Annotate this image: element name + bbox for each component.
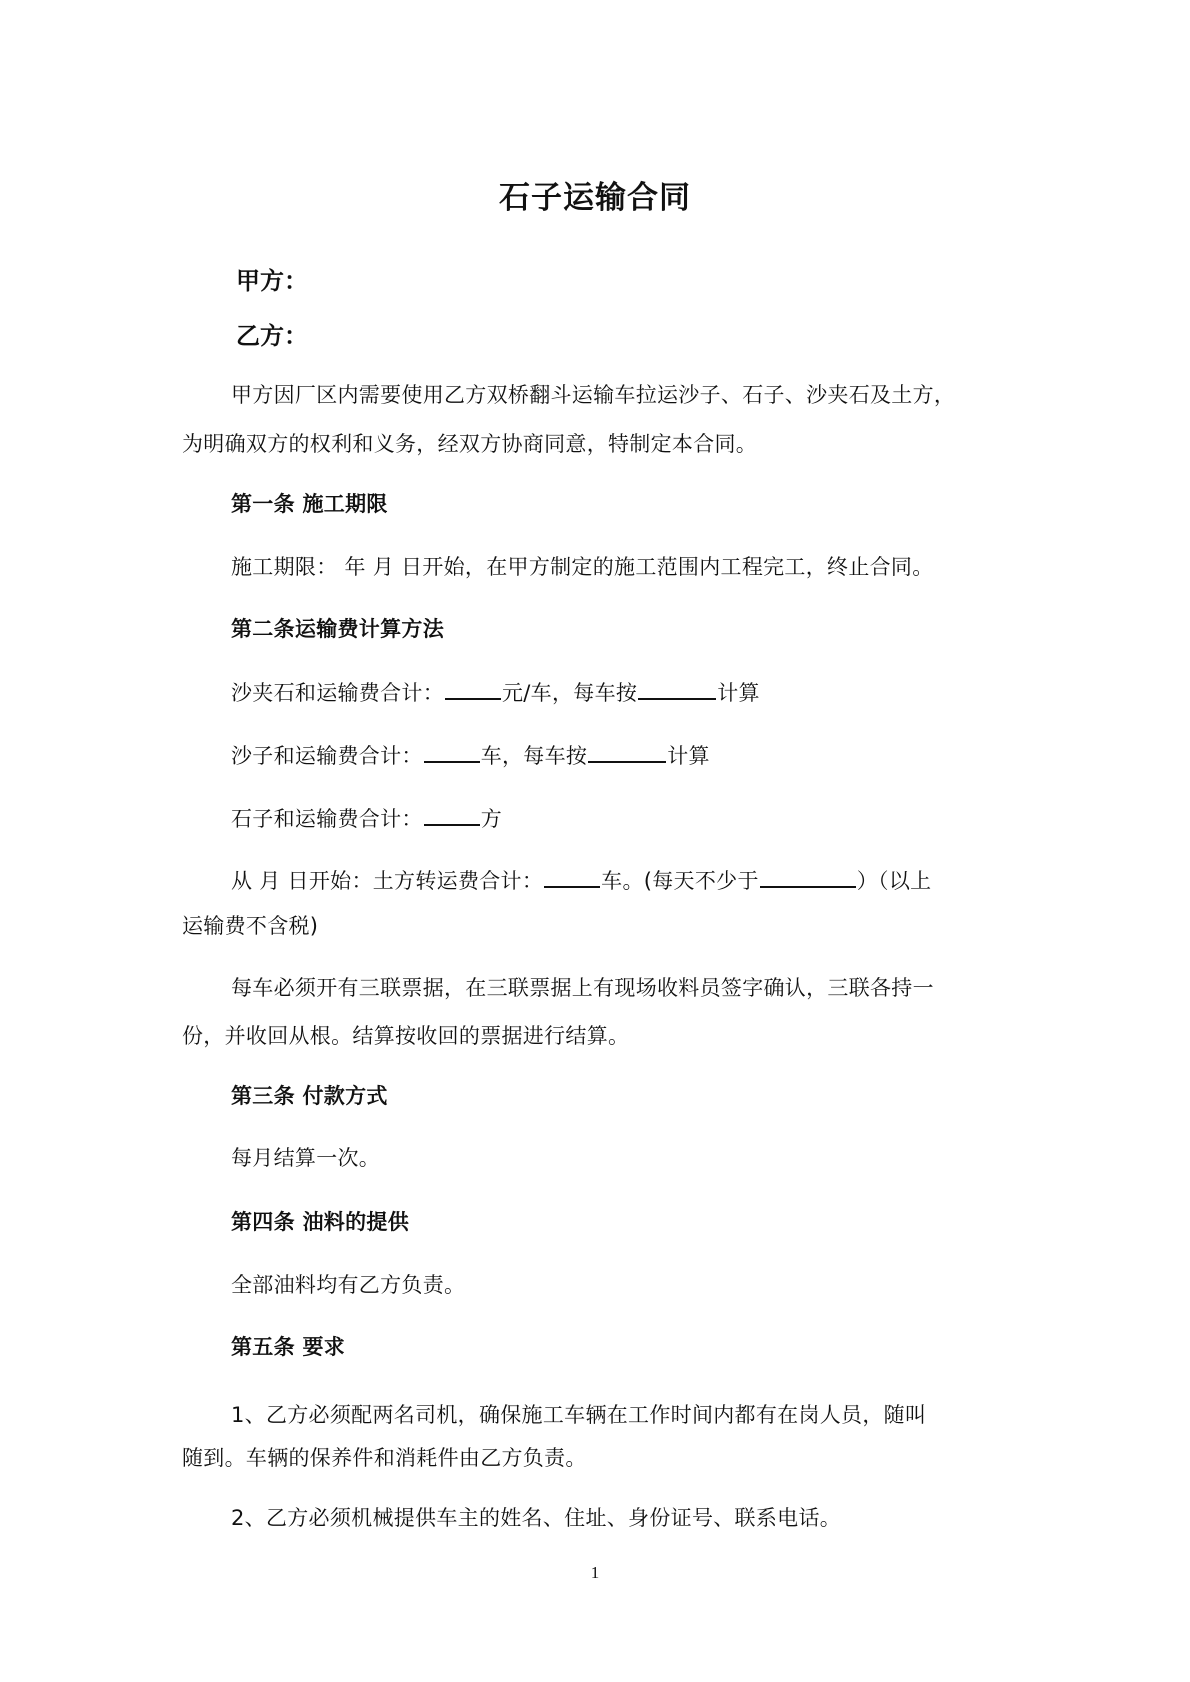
article-1-text: 施工期限： 年 月 日开始，在甲方制定的施工范围内工程完工，终止合同。 — [231, 555, 934, 579]
page-number: 1 — [590, 1563, 600, 1582]
ticket-line-1: 每车必须开有三联票据，在三联票据上有现场收料员签字确认，三联各持一 — [231, 976, 934, 1000]
article-5-item-1-line-2: 随到。车辆的保养件和消耗件由乙方负责。 — [182, 1446, 587, 1470]
sand-gravel-price-blank — [445, 676, 501, 700]
sand-gravel-calc: 计算 — [717, 681, 760, 705]
earth-tail: ）（以上 — [856, 869, 932, 893]
earth-fee-line-2: 运输费不含税) — [182, 914, 319, 938]
sand-gravel-basis-blank — [638, 676, 716, 700]
stone-price-blank — [424, 802, 480, 826]
earth-unit: 车。(每天不少于 — [601, 869, 759, 893]
article-5-heading: 第五条 要求 — [231, 1335, 346, 1359]
ticket-line-2: 份，并收回从根。结算按收回的票据进行结算。 — [182, 1024, 630, 1048]
article-3-text: 每月结算一次。 — [231, 1146, 381, 1170]
party-a-label: 甲方： — [236, 267, 308, 295]
sand-gravel-fee-label: 沙夹石和运输费合计： — [231, 681, 444, 705]
article-5-item-1-line-1: 1、乙方必须配两名司机，确保施工车辆在工作时间内都有在岗人员，随叫 — [231, 1403, 927, 1427]
intro-line-2: 为明确双方的权利和义务，经双方协商同意，特制定本合同。 — [182, 432, 758, 456]
sand-fee-label: 沙子和运输费合计： — [231, 744, 423, 768]
earth-fee-line — [231, 864, 931, 894]
sand-fee-line — [231, 739, 710, 769]
sand-gravel-unit: 元/车，每车按 — [502, 681, 638, 705]
article-5-item-2: 2、乙方必须机械提供车主的姓名、住址、身份证号、联系电话。 — [231, 1506, 842, 1530]
sand-basis-blank — [588, 739, 666, 763]
sand-price-blank — [424, 739, 480, 763]
article-4-heading: 第四条 油料的提供 — [231, 1210, 410, 1234]
intro-line-1: 甲方因厂区内需要使用乙方双桥翻斗运输车拉运沙子、石子、沙夹石及土方， — [231, 383, 956, 407]
stone-fee-line — [231, 802, 502, 832]
article-4-text: 全部油料均有乙方负责。 — [231, 1273, 466, 1297]
article-3-heading: 第三条 付款方式 — [231, 1084, 388, 1108]
sand-unit: 车，每车按 — [480, 744, 588, 768]
stone-unit: 方 — [480, 807, 503, 831]
earth-price-blank — [544, 864, 600, 888]
stone-fee-label: 石子和运输费合计： — [231, 807, 423, 831]
document-title: 石子运输合同 — [499, 180, 691, 216]
earth-daily-minimum-blank — [760, 864, 856, 888]
sand-calc: 计算 — [667, 744, 710, 768]
article-2-heading: 第二条运输费计算方法 — [231, 617, 444, 641]
party-b-label: 乙方： — [236, 322, 308, 350]
earth-fee-label: 从 月 日开始：土方转运费合计： — [231, 869, 544, 893]
sand-gravel-fee-line — [231, 676, 760, 706]
article-1-heading: 第一条 施工期限 — [231, 492, 388, 516]
